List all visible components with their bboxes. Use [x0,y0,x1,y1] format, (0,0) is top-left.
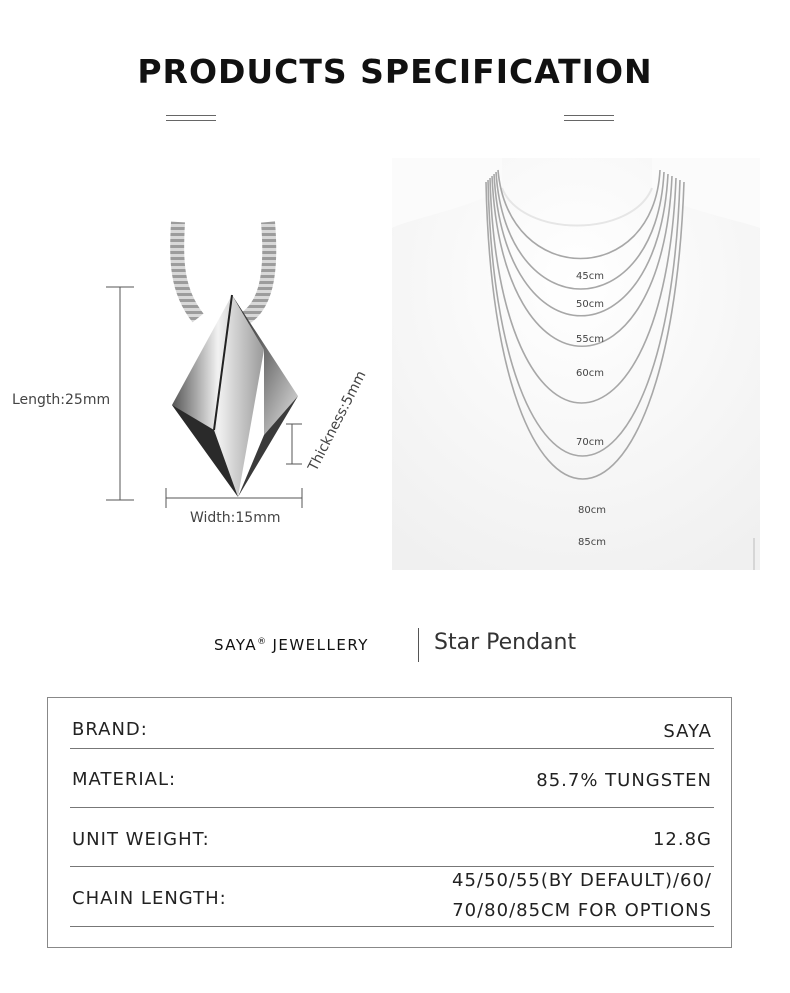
length-label: Length:25mm [12,392,111,408]
spec-label: UNIT WEIGHT: [72,829,210,850]
diamond-pendant-image [172,295,298,497]
spec-row-material [70,748,714,808]
spec-row-brand [70,698,714,749]
mannequin-image [392,158,760,570]
spec-row-weight [70,807,714,867]
product-name: Star Pendant [434,630,577,655]
snake-chain-image [177,222,269,322]
spec-value-line: 45/50/55(BY DEFAULT)/60/ [452,870,712,891]
spec-value: 12.8G [652,829,712,850]
spec-label: MATERIAL: [72,769,177,790]
width-label: Width:15mm [190,510,281,526]
chain-label-55: 55cm [576,334,604,345]
brand-logo-text [214,636,369,654]
brand-divider [418,628,419,662]
title-ornament-left [166,115,216,121]
chain-label-60: 60cm [576,368,604,379]
thickness-marker [286,424,302,464]
page-title: PRODUCTS SPECIFICATION [137,52,653,91]
spec-label: BRAND: [72,719,148,740]
title-ornament-right [564,115,614,121]
spec-value: SAYA [663,721,712,742]
spec-row-chain-length [70,866,714,927]
chain-label-80: 80cm [578,505,606,516]
spec-value: 85.7% TUNGSTEN [536,770,712,791]
chain-length-figure [392,158,760,570]
brand-suffix: JEWELLERY [272,636,369,654]
chain-label-50: 50cm [576,299,604,310]
registered-mark: ® [257,637,267,647]
chain-label-70: 70cm [576,437,604,448]
chain-label-85: 85cm [578,537,606,548]
thickness-label: Thickness:5mm [305,368,370,474]
spec-table [47,697,732,948]
spec-label: CHAIN LENGTH: [72,888,227,909]
brand-word: SAYA [214,636,258,654]
spec-value-line: 70/80/85CM FOR OPTIONS [452,900,712,921]
length-marker [106,287,134,500]
spec-value [452,866,712,926]
brand-bar [0,628,790,664]
chain-label-45: 45cm [576,271,604,282]
pendant-dimension-figure [0,200,390,540]
